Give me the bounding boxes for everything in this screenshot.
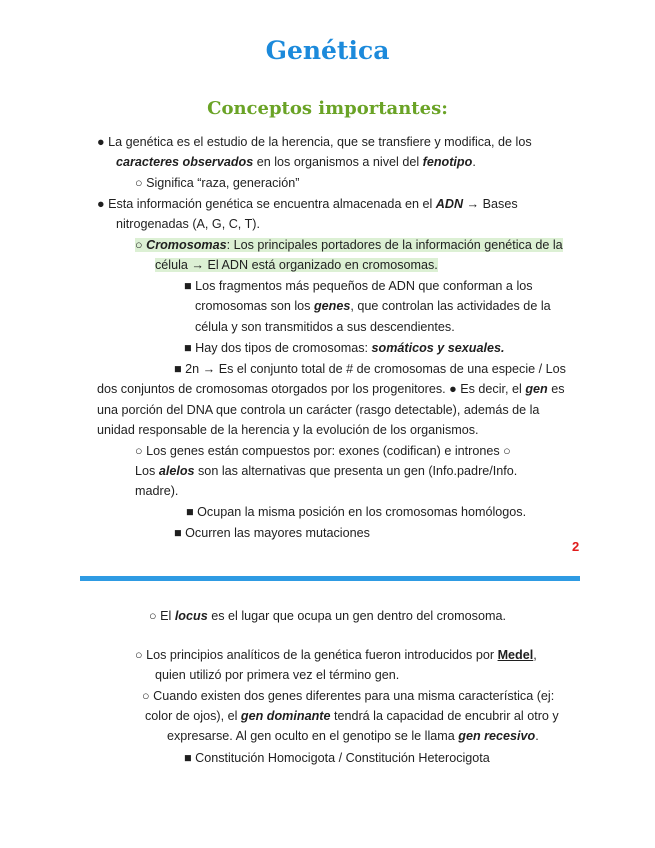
bullet-marker: ○ (149, 609, 157, 623)
bullet-marker: ■ (184, 751, 192, 765)
sub-sub-bullet-item (184, 276, 533, 296)
bullet-text: color de ojos), el (145, 709, 241, 723)
emphasis-term: caracteres observados (116, 155, 254, 169)
bullet-marker: ○ (135, 238, 143, 252)
sub-sub-bullet-item (186, 502, 526, 522)
bullet-text: Hay dos tipos de cromosomas: (195, 341, 372, 355)
section-subtitle: Conceptos importantes: (207, 98, 448, 119)
sub-bullet-item (142, 686, 554, 706)
bullet-text: : Los principales portadores de la información genética de la (226, 238, 563, 252)
sub-bullet-item (135, 173, 299, 193)
bullet-text: Los genes están compuestos por: exones (codifican) e intrones ○ (146, 444, 511, 458)
bullet-marker: ■ (174, 526, 182, 540)
bullet-item (97, 194, 518, 214)
sub-sub-bullet-item (184, 338, 505, 358)
bullet-text: Esta información genética se encuentra almacenada en el (108, 197, 436, 211)
emphasis-term: gen recesivo (458, 729, 536, 743)
bullet-text: → Bases (463, 197, 518, 211)
bullet-marker: ○ (135, 648, 143, 662)
bullet-text: cromosomas son los (195, 299, 314, 313)
bullet-continuation (155, 255, 438, 275)
bullet-text: Constitución Homocigota / Constitución Heterocigota (195, 751, 490, 765)
sub-bullet-item (135, 235, 563, 255)
bullet-marker: ● (97, 135, 105, 149)
bullet-text: Los (135, 464, 159, 478)
bullet-continuation: madre). (135, 484, 179, 498)
bullet-continuation: nitrogenadas (A, G, C, T). (116, 217, 260, 231)
sub-sub-bullet-item (174, 523, 370, 543)
bullet-text: Ocupan la misma posición en los cromosomas homólogos. (197, 505, 527, 519)
emphasis-term: gen (525, 382, 548, 396)
bullet-continuation: quien utilizó por primera vez el término gen. (155, 668, 400, 682)
page-number: 2 (572, 539, 580, 554)
bullet-text: Cuando existen dos genes diferentes para una misma característica (ej: (153, 689, 555, 703)
bullet-text: dos conjuntos de cromosomas otorgados por los progenitores. ● Es decir, el (97, 382, 526, 396)
bullet-text: , que controlan las actividades de la (350, 299, 551, 313)
bullet-continuation (167, 726, 539, 746)
bullet-text: . (535, 729, 539, 743)
bullet-text: El (160, 609, 175, 623)
bullet-text: 2n → Es el conjunto total de # de cromosomas de una especie / Los (185, 362, 566, 376)
bullet-text: expresarse. Al gen oculto en el genotipo se le llama (167, 729, 459, 743)
bullet-item (97, 132, 532, 152)
bullet-text: . (472, 155, 476, 169)
bullet-text: , (533, 648, 537, 662)
bullet-text: en los organismos a nivel del (253, 155, 423, 169)
bullet-text: Los fragmentos más pequeños de ADN que conforman a los (195, 279, 533, 293)
sub-sub-bullet-item (184, 748, 490, 768)
bullet-text: es (547, 382, 565, 396)
bullet-marker: ■ (184, 341, 192, 355)
bullet-text: Ocurren las mayores mutaciones (185, 526, 370, 540)
bullet-marker: ○ (142, 689, 150, 703)
bullet-continuation (195, 296, 551, 316)
page-divider (80, 576, 580, 581)
sub-bullet-item (135, 645, 537, 665)
bullet-marker: ● (97, 197, 105, 211)
emphasis-name: Medel (497, 648, 534, 662)
emphasis-term: fenotipo (422, 155, 473, 169)
bullet-text: son las alternativas que presenta un gen (Info.padre/Info. (194, 464, 518, 478)
bullet-marker: ○ (135, 444, 143, 458)
emphasis-term: ADN (435, 197, 464, 211)
emphasis-term: gen dominante (240, 709, 331, 723)
page-title: Genética (265, 36, 390, 65)
bullet-continuation (97, 379, 565, 399)
sub-bullet-item (149, 606, 506, 626)
bullet-continuation (116, 152, 476, 172)
bullet-text: La genética es el estudio de la herencia, que se transfiere y modifica, de los (108, 135, 532, 149)
bullet-marker: ■ (186, 505, 194, 519)
bullet-continuation (145, 706, 559, 726)
bullet-continuation: unidad responsable de la herencia y la evolución de los organismos. (97, 423, 479, 437)
bullet-text: tendrá la capacidad de encubrir al otro y (330, 709, 559, 723)
emphasis-term: Cromosomas (146, 238, 227, 252)
bullet-continuation: una porción del DNA que controla un carácter (rasgo detectable), además de la (97, 403, 540, 417)
bullet-continuation (135, 461, 517, 481)
bullet-marker: ■ (174, 362, 182, 376)
bullet-marker: ■ (184, 279, 192, 293)
bullet-text: es el lugar que ocupa un gen dentro del cromosoma. (207, 609, 506, 623)
bullet-marker: ○ (135, 176, 143, 190)
emphasis-term: alelos (158, 464, 195, 478)
emphasis-term: somáticos y sexuales. (371, 341, 505, 355)
bullet-text: Significa “raza, generación” (146, 176, 300, 190)
sub-sub-bullet-item (174, 359, 566, 379)
emphasis-term: locus (174, 609, 208, 623)
highlighted-text: célula → El ADN está organizado en cromosomas. (155, 258, 438, 272)
emphasis-term: genes (313, 299, 351, 313)
sub-bullet-item (135, 441, 511, 461)
bullet-continuation: célula y son transmitidos a sus descendientes. (195, 320, 455, 334)
bullet-text: Los principios analíticos de la genética fueron introducidos por (146, 648, 498, 662)
